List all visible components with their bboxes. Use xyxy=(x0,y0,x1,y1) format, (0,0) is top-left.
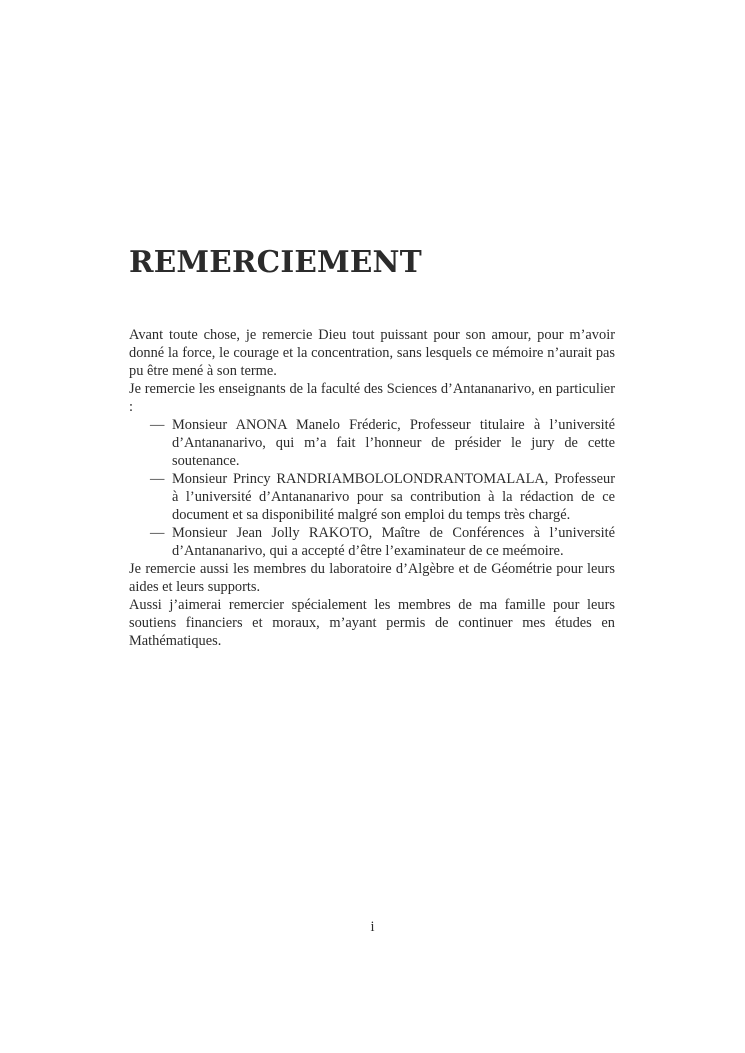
list-dash: — xyxy=(150,525,165,541)
page-title: REMERCIEMENT xyxy=(129,244,422,279)
list-dash: — xyxy=(150,471,165,487)
acknowledgement-body xyxy=(129,326,615,650)
paragraph-teachers: Je remercie les enseignants de la faculté des Sciences d’Antananarivo, en particulier : xyxy=(129,381,615,415)
list-dash: — xyxy=(150,417,165,433)
list-item-text: Monsieur ANONA Manelo Fréderic, Professeur titulaire à l’université d’Antananarivo, qui m’a fait l’honneur de présider le jury de cette soutenance. xyxy=(172,417,615,469)
paragraph-intro: Avant toute chose, je remercie Dieu tout puissant pour son amour, pour m’avoir donné la force, le courage et la concentration, sans lesquels ce mémoire n’aurait pas pu être mené à son terme. xyxy=(129,327,615,379)
list-item-text: Monsieur Jean Jolly RAKOTO, Maître de Conférences à l’université d’Antananarivo, qui a accepté d’être l’examinateur de ce meémoire. xyxy=(172,525,615,559)
list-item xyxy=(150,524,615,560)
page-number: i xyxy=(370,919,375,935)
paragraph-family: Aussi j’aimerai remercier spécialement les membres de ma famille pour leurs soutiens financiers et moraux, m’ayant permis de continuer mes études en Mathématiques. xyxy=(129,597,615,649)
list-item xyxy=(150,416,615,470)
list-item xyxy=(150,470,615,524)
teachers-list xyxy=(129,416,615,560)
paragraph-laboratory: Je remercie aussi les membres du laboratoire d’Algèbre et de Géométrie pour leurs aides et leurs supports. xyxy=(129,561,615,595)
list-item-text: Monsieur Princy RANDRIAMBOLOLONDRANTOMALALA, Professeur à l’université d’Antananarivo pour sa contribution à la rédaction de ce document et sa disponibilité malgré son emploi du temps très chargé. xyxy=(172,471,615,523)
